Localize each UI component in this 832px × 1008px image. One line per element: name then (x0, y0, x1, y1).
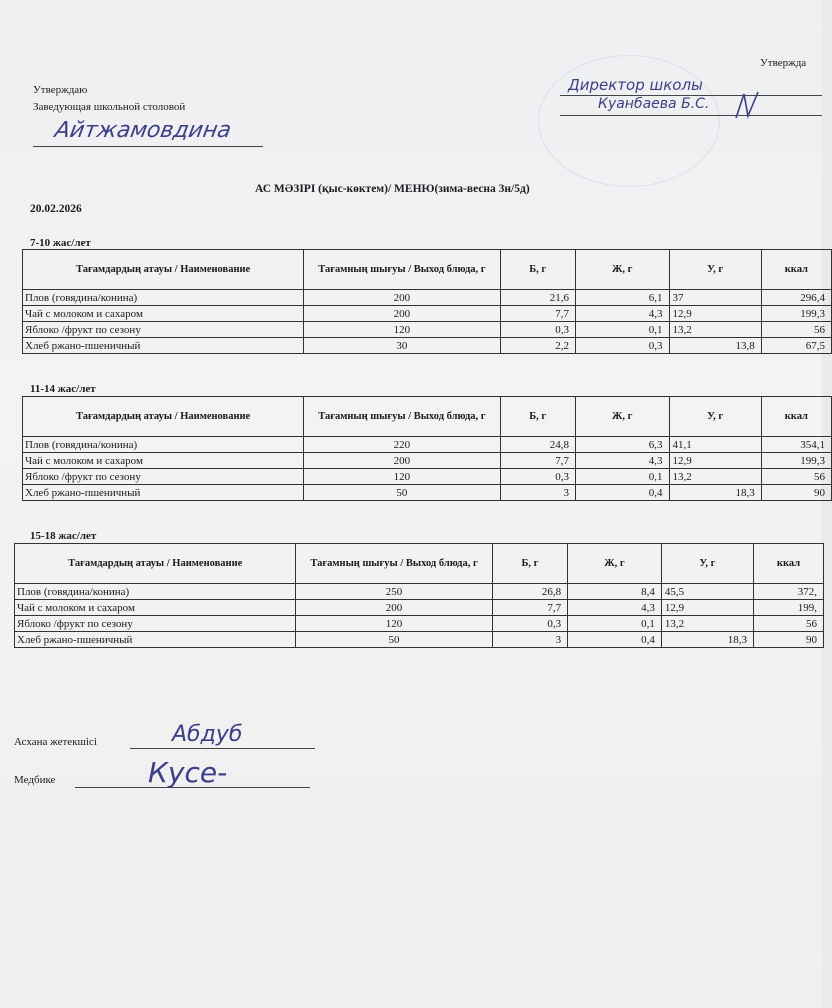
header-carbs: У, г (661, 544, 753, 584)
header-yield: Тағамның шығуы / Выход блюда, г (304, 250, 500, 290)
age-group-label-2: 11-14 жас/лет (30, 383, 96, 395)
dish-fat: 0,1 (575, 322, 669, 338)
header-fat: Ж, г (568, 544, 662, 584)
table-row (23, 453, 832, 469)
dish-protein: 3 (492, 632, 567, 648)
dish-yield: 200 (304, 453, 500, 469)
dish-protein: 24,8 (500, 437, 575, 453)
chef-signature-line (130, 748, 315, 749)
left-signature-line (33, 146, 263, 147)
table-row (23, 485, 832, 501)
dish-name: Плов (говядина/конина) (23, 290, 304, 306)
table-row (15, 632, 824, 648)
dish-yield: 50 (296, 632, 492, 648)
dish-yield: 30 (304, 338, 500, 354)
dish-yield: 200 (304, 290, 500, 306)
header-fat: Ж, г (575, 250, 669, 290)
director-name-handwritten: Куанбаева Б.С. (598, 96, 710, 112)
chef-signature: Абдуб (172, 722, 243, 747)
dish-kcal: 90 (754, 632, 824, 648)
header-name: Тағамдардың атауы / Наименование (15, 544, 296, 584)
dish-carbs: 13,2 (669, 322, 761, 338)
age-group-label-3: 15-18 жас/лет (30, 530, 97, 542)
dish-carbs: 13,2 (669, 469, 761, 485)
nurse-signature: Кусе- (148, 756, 228, 789)
dish-yield: 250 (296, 584, 492, 600)
header-name: Тағамдардың атауы / Наименование (23, 397, 304, 437)
menu-date: 20.02.2026 (30, 203, 82, 215)
dish-carbs: 12,9 (669, 306, 761, 322)
dish-protein: 21,6 (500, 290, 575, 306)
chef-label: Асхана жетекшісі (14, 736, 97, 748)
dish-carbs: 37 (669, 290, 761, 306)
table-row (23, 290, 832, 306)
header-kcal: ккал (761, 250, 831, 290)
table-row (15, 600, 824, 616)
dish-name: Плов (говядина/конина) (15, 584, 296, 600)
dish-carbs: 13,2 (661, 616, 753, 632)
age-group-label-1: 7-10 жас/лет (30, 237, 91, 249)
menu-table-15-18 (14, 543, 824, 648)
header-fat: Ж, г (575, 397, 669, 437)
table-row (15, 584, 824, 600)
header-kcal: ккал (761, 397, 831, 437)
dish-protein: 0,3 (500, 322, 575, 338)
dish-yield: 200 (296, 600, 492, 616)
header-yield: Тағамның шығуы / Выход блюда, г (296, 544, 492, 584)
dish-name: Яблоко /фрукт по сезону (23, 469, 304, 485)
dish-fat: 0,3 (575, 338, 669, 354)
dish-yield: 50 (304, 485, 500, 501)
dish-fat: 6,1 (575, 290, 669, 306)
dish-protein: 7,7 (492, 600, 567, 616)
table-row (23, 322, 832, 338)
right-line-1 (560, 95, 822, 96)
dish-carbs: 18,3 (661, 632, 753, 648)
dish-protein: 7,7 (500, 453, 575, 469)
dish-fat: 0,4 (575, 485, 669, 501)
header-carbs: У, г (669, 250, 761, 290)
header-kcal: ккал (754, 544, 824, 584)
dish-fat: 4,3 (575, 306, 669, 322)
dish-protein: 2,2 (500, 338, 575, 354)
dish-fat: 0,1 (568, 616, 662, 632)
dish-carbs: 18,3 (669, 485, 761, 501)
director-position-handwritten: Директор школы (568, 76, 703, 94)
dish-protein: 0,3 (492, 616, 567, 632)
right-line-2 (560, 115, 822, 116)
dish-yield: 120 (296, 616, 492, 632)
dish-fat: 4,3 (568, 600, 662, 616)
menu-title: АС МӘЗІРІ (қыс-көктем)/ МЕНЮ(зима-весна 3н/5д) (255, 183, 530, 195)
dish-name: Плов (говядина/конина) (23, 437, 304, 453)
dish-carbs: 12,9 (661, 600, 753, 616)
dish-kcal: 56 (761, 322, 831, 338)
dish-kcal: 199,3 (761, 453, 831, 469)
header-protein: Б, г (492, 544, 567, 584)
dish-protein: 0,3 (500, 469, 575, 485)
header-name: Тағамдардың атауы / Наименование (23, 250, 304, 290)
approval-block-left (33, 82, 185, 116)
dish-protein: 26,8 (492, 584, 567, 600)
dish-fat: 4,3 (575, 453, 669, 469)
dish-name: Чай с молоком и сахаром (23, 453, 304, 469)
dish-name: Яблоко /фрукт по сезону (15, 616, 296, 632)
approve-label-right: Утвержда (760, 57, 807, 69)
dish-name: Хлеб ржано-пшеничный (15, 632, 296, 648)
dish-kcal: 67,5 (761, 338, 831, 354)
dish-name: Чай с молоком и сахаром (15, 600, 296, 616)
dish-kcal: 56 (761, 469, 831, 485)
dish-yield: 120 (304, 469, 500, 485)
header-carbs: У, г (669, 397, 761, 437)
dish-carbs: 12,9 (669, 453, 761, 469)
approver-title: Заведующая школьной столовой (33, 101, 186, 113)
nurse-label: Медбике (14, 774, 56, 786)
dish-name: Яблоко /фрукт по сезону (23, 322, 304, 338)
table-row (15, 616, 824, 632)
dish-fat: 0,4 (568, 632, 662, 648)
header-protein: Б, г (500, 397, 575, 437)
table-row (23, 338, 832, 354)
dish-protein: 3 (500, 485, 575, 501)
dish-name: Хлеб ржано-пшеничный (23, 338, 304, 354)
stamp-seal (538, 55, 720, 187)
dish-kcal: 90 (761, 485, 831, 501)
director-signature (728, 88, 768, 128)
dish-kcal: 354,1 (761, 437, 831, 453)
dish-kcal: 56 (754, 616, 824, 632)
dish-fat: 0,1 (575, 469, 669, 485)
header-yield: Тағамның шығуы / Выход блюда, г (304, 397, 500, 437)
menu-table-7-10 (22, 249, 832, 354)
dish-carbs: 13,8 (669, 338, 761, 354)
dish-name: Чай с молоком и сахаром (23, 306, 304, 322)
dish-kcal: 296,4 (761, 290, 831, 306)
dish-yield: 120 (304, 322, 500, 338)
dish-yield: 220 (304, 437, 500, 453)
dish-name: Хлеб ржано-пшеничный (23, 485, 304, 501)
approve-label: Утверждаю (33, 84, 88, 96)
dish-kcal: 372, (754, 584, 824, 600)
dish-carbs: 41,1 (669, 437, 761, 453)
table-row (23, 469, 832, 485)
dish-fat: 6,3 (575, 437, 669, 453)
dish-protein: 7,7 (500, 306, 575, 322)
dish-kcal: 199,3 (761, 306, 831, 322)
table-row (23, 437, 832, 453)
dish-carbs: 45,5 (661, 584, 753, 600)
header-protein: Б, г (500, 250, 575, 290)
table-row (23, 306, 832, 322)
left-signature: Айтжамовдина (52, 118, 234, 143)
menu-table-11-14 (22, 396, 832, 501)
dish-kcal: 199, (754, 600, 824, 616)
dish-yield: 200 (304, 306, 500, 322)
dish-fat: 8,4 (568, 584, 662, 600)
